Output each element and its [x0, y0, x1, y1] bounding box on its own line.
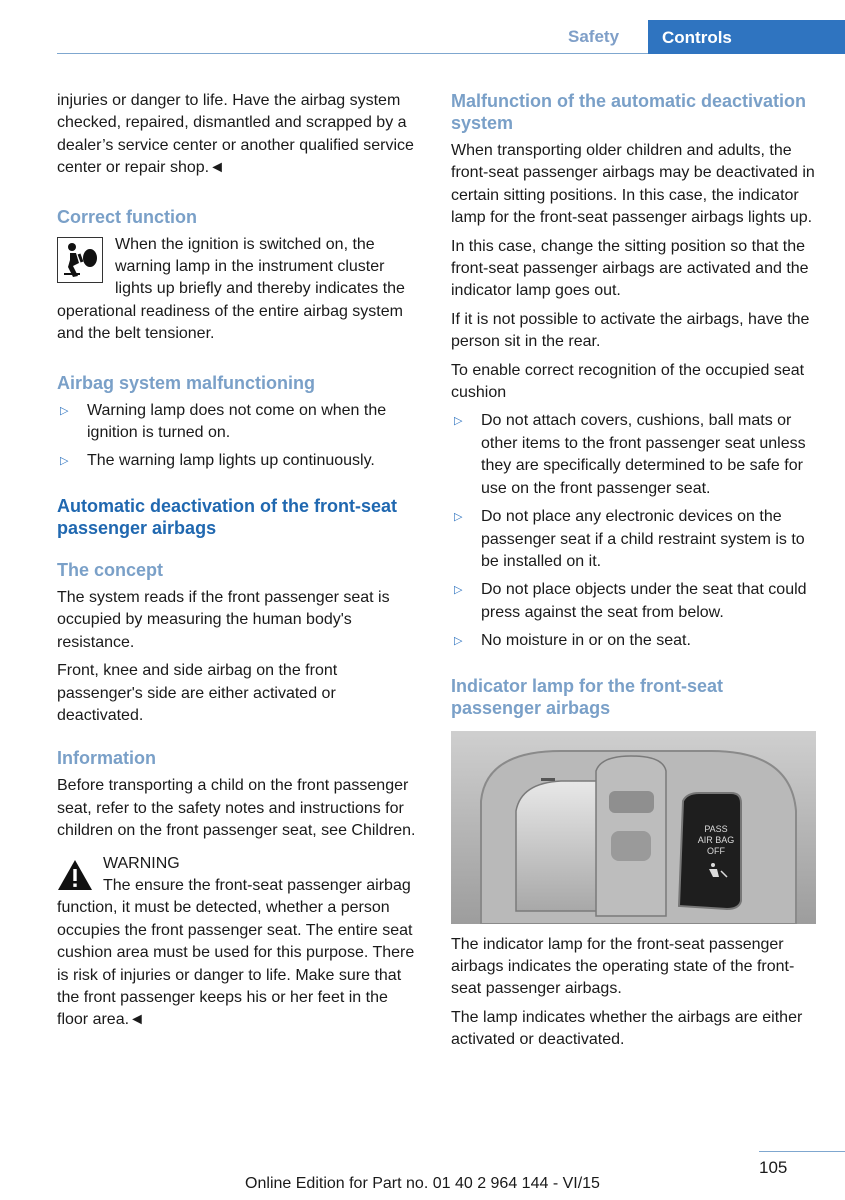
right-paragraph-1: When transporting older children and adults, the front-seat passenger airbags may be deactivated in certain sitting positions. In this case, the indicator lamp for the front-seat passenger airbags lights up.: [451, 142, 815, 227]
right-paragraph-2: In this case, change the sitting position so that the front-seat passenger airbags are activated and the indicator lamp goes out.: [451, 237, 809, 300]
bullet-triangle-icon: ▷: [454, 584, 463, 597]
heading-malfunction-automatic-deactivation: Malfunction of the automatic deactivation system: [451, 91, 807, 133]
list-item: ▷ The warning lamp lights up continuously.: [57, 450, 423, 472]
page-number-rule: [759, 1151, 845, 1152]
right-column: [451, 90, 818, 1058]
section-tab-safety: Safety: [568, 27, 620, 46]
list-item: ▷ Do not place objects under the seat that could press against the seat from below.: [454, 581, 807, 621]
bullet-triangle-icon: ▷: [454, 511, 463, 524]
warning-block: [57, 853, 423, 1032]
footer-edition: Online Edition for Part no. 01 40 2 964 144 - VI/15: [245, 1175, 600, 1192]
bullet-triangle-icon: ▷: [60, 455, 69, 468]
warning-text: The ensure the front-seat passenger airbag function, it must be detected, whether a person occupies the front passenger seat. The entire seat cushion area must be used for this purpose. There is risk of injuries or danger to life. Make sure that the front passenger keeps his or her feet in the floor area.◄: [57, 876, 415, 1029]
list-item: ▷ Do not attach covers, cushions, ball mats or other items to the front passenger seat unless they are specifically determined to be safe for use on the front passenger seat.: [454, 412, 806, 497]
intro-paragraph: injuries or danger to life. Have the airbag system checked, repaired, dismantled and scrapped by a dealer’s service center or another qualified service center or repair shop.◄: [57, 92, 414, 177]
bullet-triangle-icon: ▷: [454, 635, 463, 648]
bullet-triangle-icon: ▷: [454, 415, 463, 428]
warning-label: WARNING: [103, 854, 180, 872]
list-item: ▷ Warning lamp does not come on when the ignition is turned on.: [60, 401, 387, 442]
list-item: ▷ No moisture in or on the seat.: [451, 630, 818, 652]
photo-label-pass: PASS: [704, 823, 728, 834]
photo-label-airbag: AIR BAG: [697, 834, 735, 845]
airbag-warning-icon: [57, 237, 103, 283]
malfunction-list: [57, 400, 423, 473]
heading-the-concept: The concept: [57, 559, 164, 580]
heading-information: Information: [57, 748, 156, 769]
seat-recognition-list: [451, 410, 818, 652]
bullet-triangle-icon: ▷: [60, 404, 69, 417]
correct-function-text: When the ignition is switched on, the warning lamp in the instrument cluster lights up briefly and thereby indicates the operational readiness of the entire airbag system and the belt tensioner.: [57, 235, 405, 343]
heading-automatic-deactivation: Automatic deactivation of the front-seat passenger airbags: [57, 495, 398, 538]
concept-paragraph-1: The system reads if the front passenger seat is occupied by measuring the human body's resistance.: [57, 588, 390, 651]
heading-indicator-lamp: Indicator lamp for the front-seat passenger airbags: [451, 675, 724, 718]
right-paragraph-3: If it is not possible to activate the airbags, have the person sit in the rear.: [451, 310, 810, 351]
page-number: 105: [759, 1158, 788, 1177]
right-paragraph-5: The indicator lamp for the front-seat passenger airbags indicates the operating state of the front-seat passenger airbags.: [451, 935, 795, 998]
chapter-tab-controls: Controls: [648, 20, 845, 54]
information-paragraph: Before transporting a child on the front passenger seat, refer to the safety notes and instructions for children on the front passenger seat, see Children.: [57, 777, 416, 840]
right-paragraph-4: To enable correct recognition of the occupied seat cushion: [451, 361, 805, 402]
heading-correct-function: Correct function: [57, 206, 198, 227]
correct-function-block: [57, 234, 423, 346]
heading-airbag-malfunction: Airbag system malfunctioning: [57, 372, 316, 393]
list-item: ▷ Do not place any electronic devices on the passenger seat if a child restraint system is to be installed on it.: [454, 508, 805, 570]
photo-label-off: OFF: [707, 845, 725, 856]
concept-paragraph-2: Front, knee and side airbag on the front passenger's side are either activated or deactivated.: [57, 662, 338, 724]
indicator-lamp-photo: [451, 731, 816, 924]
warning-triangle-icon: [57, 859, 93, 891]
left-column: [57, 90, 423, 1032]
right-paragraph-6: The lamp indicates whether the airbags are either activated or deactivated.: [451, 1008, 803, 1049]
